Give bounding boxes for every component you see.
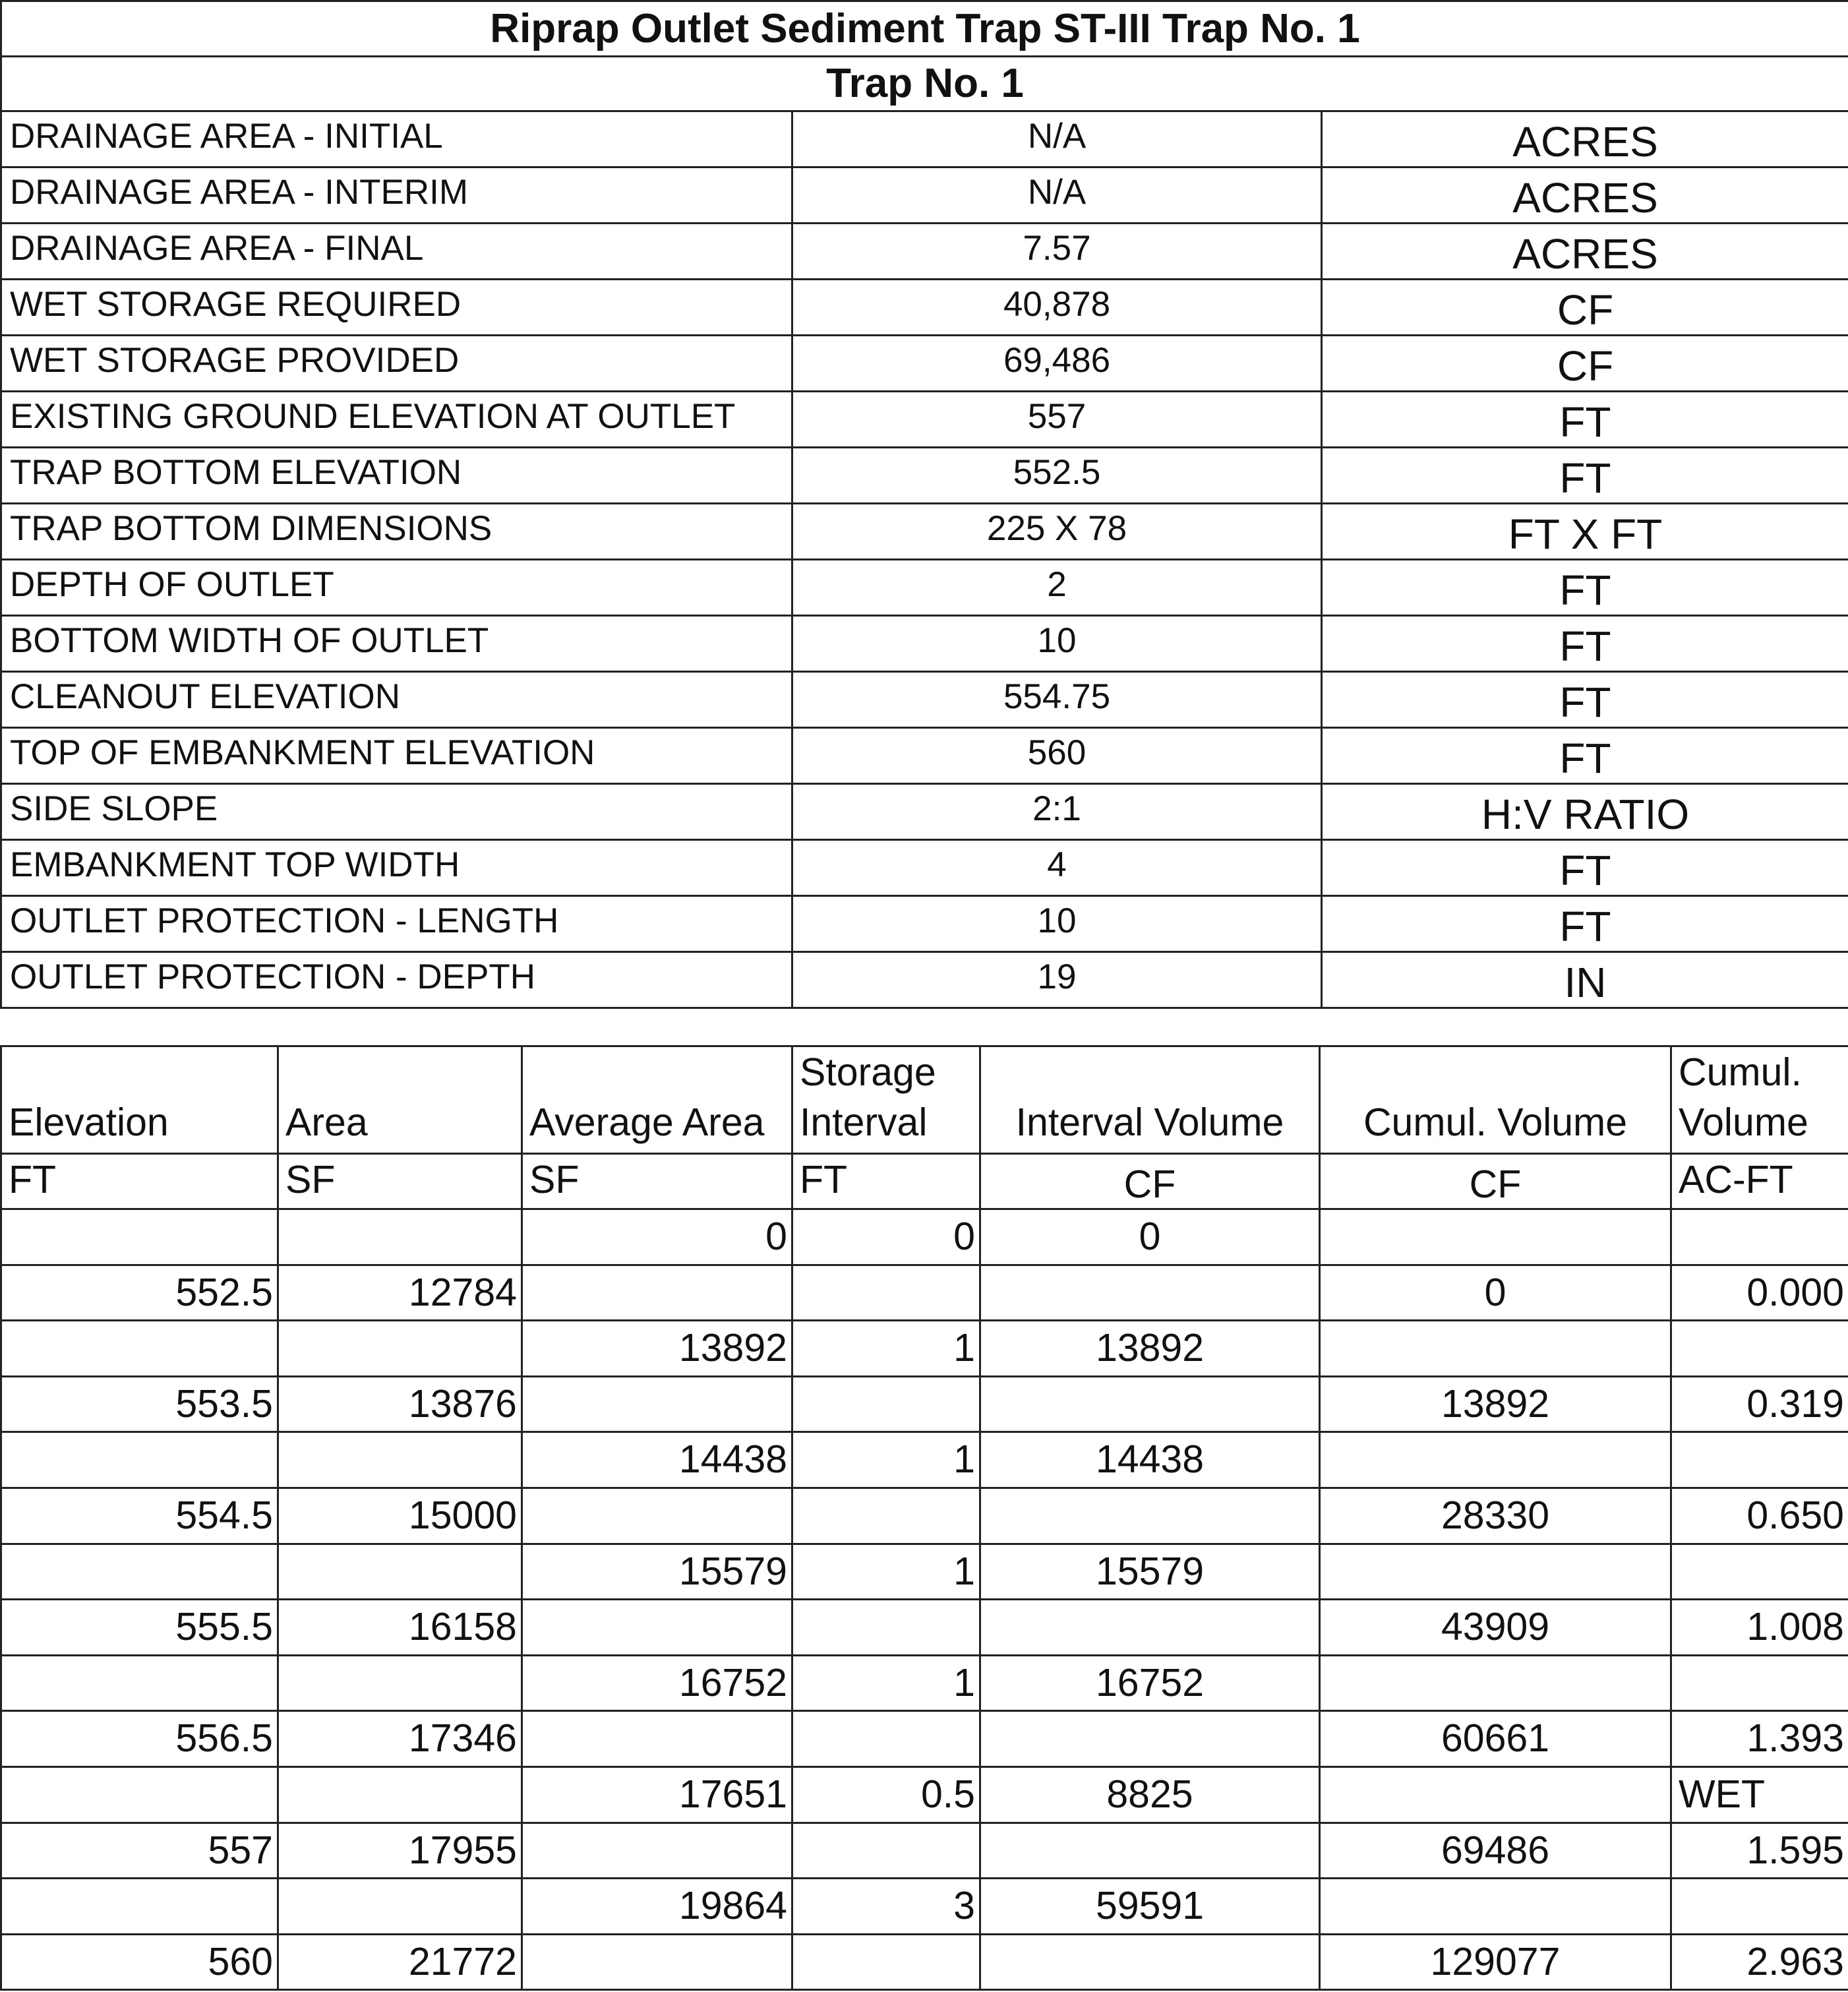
cell-storage-interval: 0.5 (792, 1766, 980, 1823)
cell-cumul-volume-cf: 129077 (1320, 1934, 1671, 1990)
cell-elevation (1, 1544, 278, 1600)
cell-elevation (1, 1209, 278, 1265)
summary-value: N/A (792, 167, 1322, 224)
cell-elevation: 553.5 (1, 1376, 278, 1432)
cell-cumul-volume-cf (1320, 1655, 1671, 1711)
cell-interval-volume (980, 1600, 1320, 1656)
table-row (1, 1823, 1848, 1879)
cell-area: 15000 (278, 1488, 522, 1544)
cell-interval-volume (980, 1711, 1320, 1767)
summary-unit: FT (1322, 392, 1848, 448)
summary-row (1, 672, 1848, 728)
cell-elevation: 557 (1, 1823, 278, 1879)
cell-elevation: 554.5 (1, 1488, 278, 1544)
cell-elevation (1, 1879, 278, 1935)
summary-label: DEPTH OF OUTLET (1, 560, 792, 616)
summary-row (1, 392, 1848, 448)
cell-cumul-volume-cf (1320, 1879, 1671, 1935)
cell-average-area (522, 1376, 792, 1432)
cell-area: 21772 (278, 1934, 522, 1990)
cell-elevation: 552.5 (1, 1265, 278, 1321)
summary-unit: CF (1322, 336, 1848, 392)
summary-label: CLEANOUT ELEVATION (1, 672, 792, 728)
summary-value: 69,486 (792, 336, 1322, 392)
table-row (1, 1711, 1848, 1767)
table-subtitle: Trap No. 1 (1, 56, 1848, 111)
summary-row (1, 224, 1848, 280)
cell-average-area: 15579 (522, 1544, 792, 1600)
cell-elevation (1, 1766, 278, 1823)
cell-elevation: 555.5 (1, 1600, 278, 1656)
cell-elevation (1, 1432, 278, 1488)
cell-cumul-volume-acft: 1.008 (1671, 1600, 1848, 1656)
unit-area: SF (278, 1154, 522, 1209)
header-average-area: Average Area (522, 1046, 792, 1154)
cell-storage-interval: 1 (792, 1655, 980, 1711)
summary-label: OUTLET PROTECTION - LENGTH (1, 896, 792, 952)
cell-elevation (1, 1655, 278, 1711)
cell-cumul-volume-cf: 13892 (1320, 1376, 1671, 1432)
summary-unit: IN (1322, 952, 1848, 1008)
cell-average-area (522, 1823, 792, 1879)
summary-value: 560 (792, 728, 1322, 784)
cell-storage-interval (792, 1600, 980, 1656)
cell-average-area (522, 1600, 792, 1656)
summary-value: 225 X 78 (792, 504, 1322, 560)
cell-area (278, 1209, 522, 1265)
summary-row (1, 952, 1848, 1008)
cell-area: 12784 (278, 1265, 522, 1321)
column-header-row (1, 1046, 1848, 1154)
cell-cumul-volume-cf: 43909 (1320, 1600, 1671, 1656)
summary-value: N/A (792, 111, 1322, 167)
summary-label: WET STORAGE PROVIDED (1, 336, 792, 392)
cell-interval-volume (980, 1265, 1320, 1321)
summary-row (1, 616, 1848, 672)
cell-cumul-volume-acft: 0.650 (1671, 1488, 1848, 1544)
cell-elevation (1, 1321, 278, 1377)
cell-cumul-volume-acft: 0.319 (1671, 1376, 1848, 1432)
cell-cumul-volume-acft: 0.000 (1671, 1265, 1848, 1321)
summary-row (1, 111, 1848, 167)
cell-storage-interval: 3 (792, 1879, 980, 1935)
table-row (1, 1600, 1848, 1656)
summary-label: TRAP BOTTOM DIMENSIONS (1, 504, 792, 560)
cell-cumul-volume-acft (1671, 1432, 1848, 1488)
cell-cumul-volume-cf: 28330 (1320, 1488, 1671, 1544)
cell-storage-interval (792, 1711, 980, 1767)
cell-interval-volume (980, 1934, 1320, 1990)
summary-unit: FT X FT (1322, 504, 1848, 560)
cell-area (278, 1544, 522, 1600)
cell-average-area: 19864 (522, 1879, 792, 1935)
summary-unit: FT (1322, 840, 1848, 896)
header-cumul-volume-cf: Cumul. Volume (1320, 1046, 1671, 1154)
summary-value: 557 (792, 392, 1322, 448)
summary-unit: H:V RATIO (1322, 784, 1848, 840)
summary-value: 2 (792, 560, 1322, 616)
cell-cumul-volume-cf (1320, 1766, 1671, 1823)
cell-interval-volume: 8825 (980, 1766, 1320, 1823)
cell-storage-interval (792, 1823, 980, 1879)
summary-value: 19 (792, 952, 1322, 1008)
cell-cumul-volume-acft (1671, 1321, 1848, 1377)
cell-storage-interval (792, 1265, 980, 1321)
cell-storage-interval (792, 1376, 980, 1432)
cell-cumul-volume-acft: 1.595 (1671, 1823, 1848, 1879)
cell-cumul-volume-cf: 60661 (1320, 1711, 1671, 1767)
table-row (1, 1488, 1848, 1544)
table-title: Riprap Outlet Sediment Trap ST-III Trap No. 1 (1, 1, 1848, 57)
cell-cumul-volume-cf (1320, 1209, 1671, 1265)
table-row (1, 1432, 1848, 1488)
summary-row (1, 448, 1848, 504)
summary-row (1, 167, 1848, 224)
cell-elevation: 556.5 (1, 1711, 278, 1767)
cell-interval-volume: 59591 (980, 1879, 1320, 1935)
table-row (1, 1209, 1848, 1265)
unit-elevation: FT (1, 1154, 278, 1209)
cell-storage-interval: 1 (792, 1432, 980, 1488)
cell-area: 16158 (278, 1600, 522, 1656)
cell-cumul-volume-cf (1320, 1321, 1671, 1377)
cell-interval-volume: 0 (980, 1209, 1320, 1265)
table-row (1, 1879, 1848, 1935)
cell-cumul-volume-acft: WET (1671, 1766, 1848, 1823)
table-row (1, 1544, 1848, 1600)
cell-storage-interval (792, 1488, 980, 1544)
header-cumul-volume-acft: Cumul. Volume (1671, 1046, 1848, 1154)
cell-area: 13876 (278, 1376, 522, 1432)
summary-unit: ACRES (1322, 111, 1848, 167)
unit-storage-interval: FT (792, 1154, 980, 1209)
cell-cumul-volume-cf: 69486 (1320, 1823, 1671, 1879)
table-row (1, 1376, 1848, 1432)
summary-value: 10 (792, 896, 1322, 952)
unit-average-area: SF (522, 1154, 792, 1209)
summary-unit: FT (1322, 672, 1848, 728)
cell-area (278, 1879, 522, 1935)
summary-unit: CF (1322, 280, 1848, 336)
cell-interval-volume: 13892 (980, 1321, 1320, 1377)
cell-interval-volume (980, 1823, 1320, 1879)
table-row (1, 1321, 1848, 1377)
cell-interval-volume: 16752 (980, 1655, 1320, 1711)
summary-value: 7.57 (792, 224, 1322, 280)
summary-value: 552.5 (792, 448, 1322, 504)
header-interval-volume: Interval Volume (980, 1046, 1320, 1154)
summary-row (1, 504, 1848, 560)
cell-area (278, 1321, 522, 1377)
summary-value: 40,878 (792, 280, 1322, 336)
summary-row (1, 840, 1848, 896)
cell-average-area: 13892 (522, 1321, 792, 1377)
cell-cumul-volume-cf (1320, 1544, 1671, 1600)
summary-label: DRAINAGE AREA - FINAL (1, 224, 792, 280)
summary-row (1, 336, 1848, 392)
cell-average-area (522, 1265, 792, 1321)
cell-cumul-volume-acft (1671, 1209, 1848, 1265)
summary-row (1, 560, 1848, 616)
cell-area (278, 1432, 522, 1488)
summary-unit: FT (1322, 616, 1848, 672)
cell-cumul-volume-cf: 0 (1320, 1265, 1671, 1321)
cell-average-area (522, 1711, 792, 1767)
unit-cumul-volume-acft: AC-FT (1671, 1154, 1848, 1209)
summary-label: TRAP BOTTOM ELEVATION (1, 448, 792, 504)
summary-value: 2:1 (792, 784, 1322, 840)
cell-interval-volume (980, 1488, 1320, 1544)
cell-area (278, 1766, 522, 1823)
header-storage-interval: Storage Interval (792, 1046, 980, 1154)
cell-cumul-volume-acft (1671, 1879, 1848, 1935)
cell-storage-interval: 0 (792, 1209, 980, 1265)
cell-average-area (522, 1488, 792, 1544)
unit-cumul-volume-cf: CF (1320, 1154, 1671, 1209)
cell-average-area: 14438 (522, 1432, 792, 1488)
unit-header-row (1, 1154, 1848, 1209)
cell-area: 17346 (278, 1711, 522, 1767)
summary-label: BOTTOM WIDTH OF OUTLET (1, 616, 792, 672)
summary-unit: ACRES (1322, 224, 1848, 280)
cell-average-area: 16752 (522, 1655, 792, 1711)
cell-cumul-volume-acft (1671, 1655, 1848, 1711)
summary-label: EXISTING GROUND ELEVATION AT OUTLET (1, 392, 792, 448)
summary-unit: FT (1322, 448, 1848, 504)
stage-storage-table (0, 1045, 1848, 1991)
header-elevation: Elevation (1, 1046, 278, 1154)
summary-row (1, 784, 1848, 840)
unit-interval-volume: CF (980, 1154, 1320, 1209)
summary-row (1, 280, 1848, 336)
summary-unit: FT (1322, 896, 1848, 952)
summary-value: 10 (792, 616, 1322, 672)
summary-value: 4 (792, 840, 1322, 896)
cell-elevation: 560 (1, 1934, 278, 1990)
summary-value: 554.75 (792, 672, 1322, 728)
summary-unit: ACRES (1322, 167, 1848, 224)
summary-label: SIDE SLOPE (1, 784, 792, 840)
cell-area: 17955 (278, 1823, 522, 1879)
cell-interval-volume (980, 1376, 1320, 1432)
cell-interval-volume: 15579 (980, 1544, 1320, 1600)
cell-cumul-volume-cf (1320, 1432, 1671, 1488)
summary-row (1, 896, 1848, 952)
cell-area (278, 1655, 522, 1711)
cell-storage-interval (792, 1934, 980, 1990)
summary-unit: FT (1322, 560, 1848, 616)
summary-unit: FT (1322, 728, 1848, 784)
cell-cumul-volume-acft (1671, 1544, 1848, 1600)
summary-label: WET STORAGE REQUIRED (1, 280, 792, 336)
summary-label: OUTLET PROTECTION - DEPTH (1, 952, 792, 1008)
summary-label: TOP OF EMBANKMENT ELEVATION (1, 728, 792, 784)
summary-label: DRAINAGE AREA - INITIAL (1, 111, 792, 167)
cell-storage-interval: 1 (792, 1544, 980, 1600)
table-row (1, 1934, 1848, 1990)
summary-label: EMBANKMENT TOP WIDTH (1, 840, 792, 896)
cell-average-area: 17651 (522, 1766, 792, 1823)
cell-interval-volume: 14438 (980, 1432, 1320, 1488)
header-area: Area (278, 1046, 522, 1154)
summary-row (1, 728, 1848, 784)
table-row (1, 1265, 1848, 1321)
table-row (1, 1655, 1848, 1711)
cell-cumul-volume-acft: 2.963 (1671, 1934, 1848, 1990)
table-row (1, 1766, 1848, 1823)
cell-cumul-volume-acft: 1.393 (1671, 1711, 1848, 1767)
cell-storage-interval: 1 (792, 1321, 980, 1377)
cell-average-area (522, 1934, 792, 1990)
cell-average-area: 0 (522, 1209, 792, 1265)
summary-label: DRAINAGE AREA - INTERIM (1, 167, 792, 224)
